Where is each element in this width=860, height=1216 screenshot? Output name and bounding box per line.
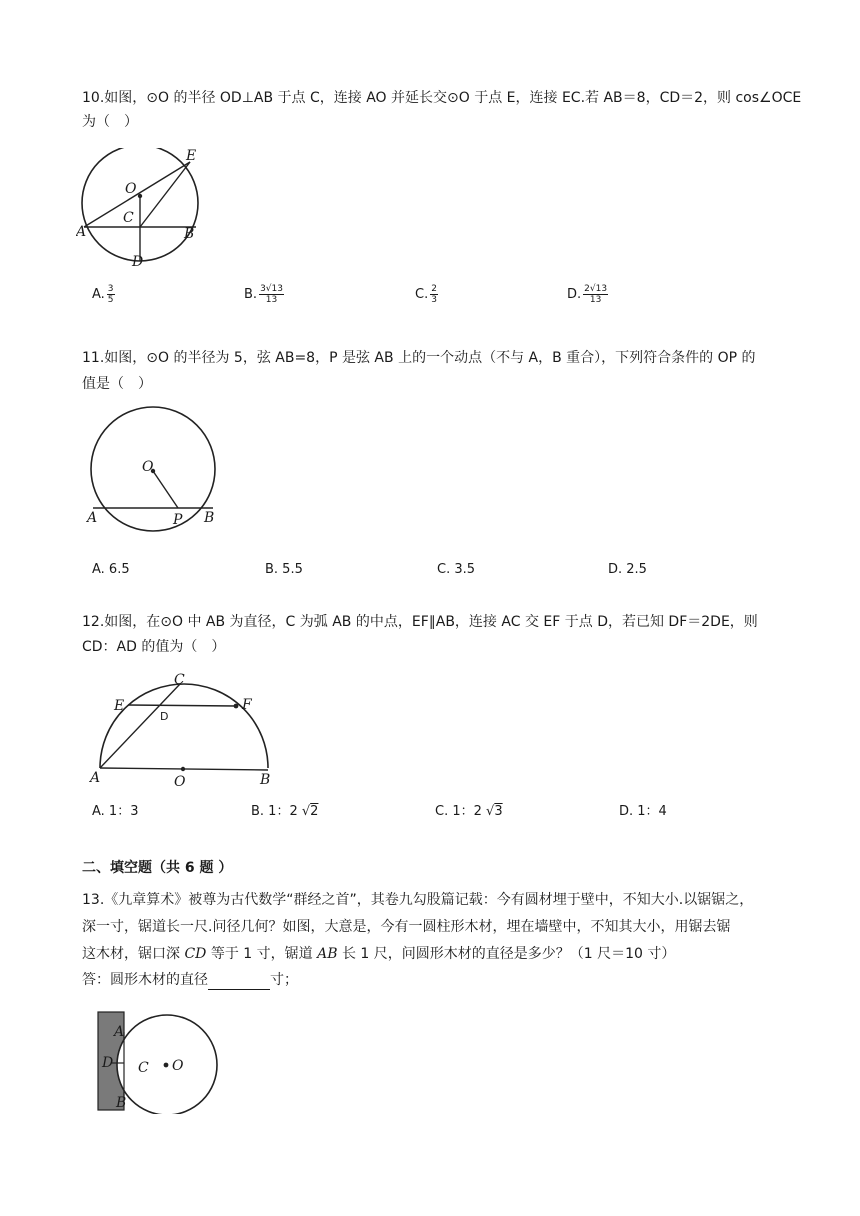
q13-answer-blank[interactable]	[208, 975, 270, 990]
q11-option-c[interactable]: C. 3.5	[437, 562, 476, 577]
q13-answer-line	[82, 970, 298, 990]
q11-option-a[interactable]: A. 6.5	[92, 562, 130, 577]
q13-figure	[96, 1010, 226, 1114]
q12-point-f-dot	[234, 704, 239, 709]
q10-option-d[interactable]	[567, 284, 608, 305]
q12-chord-ef	[128, 705, 236, 706]
q11-option-b[interactable]: B. 5.5	[265, 562, 303, 577]
q10-option-c-frac	[430, 284, 438, 305]
q10-option-b-num: 3√13	[260, 284, 283, 294]
q13-answer-prefix: 答：圆形木材的直径	[82, 972, 208, 988]
q12-stem-line2: CD：AD 的值为（ ）	[82, 639, 226, 655]
q12-label-b: B	[260, 772, 271, 788]
q12-label-d: D	[160, 710, 169, 723]
q12-option-b-radicand: 2	[310, 804, 319, 819]
q10-label-d: D	[132, 254, 144, 270]
q11-segment-op	[153, 471, 178, 508]
q12-label-e: E	[114, 698, 125, 714]
q12-option-c[interactable]	[435, 802, 503, 822]
q12-option-d[interactable]: D. 1：4	[619, 804, 667, 819]
q13-label-a: A	[114, 1024, 125, 1040]
q13-line3-part-c: 长 1 尺，问圆形木材的直径是多少？（1 尺＝10 寸）	[337, 946, 676, 962]
q11-label-o: O	[142, 459, 154, 475]
q12-label-f: F	[242, 697, 252, 713]
q12-option-c-prefix: C. 1：2	[435, 804, 487, 819]
q12-label-a: A	[90, 770, 101, 786]
q10-label-o: O	[125, 181, 137, 197]
q12-option-c-sqrt-sign: √	[486, 804, 495, 819]
q11-stem-line1: 11.如图，⊙O 的半径为 5，弦 AB=8，P 是弦 AB 上的一个动点（不与 A，B 重合），下列符合条件的 OP 的	[82, 350, 756, 366]
q12-option-b-sqrt-sign: √	[301, 804, 311, 819]
q10-option-c-num: 2	[431, 284, 437, 294]
q10-option-a-prefix: A.	[92, 287, 105, 302]
q11-figure	[82, 402, 232, 542]
q13-answer-suffix: 寸；	[270, 972, 298, 988]
q10-option-d-den: 13	[589, 295, 602, 305]
q10-center-dot	[138, 194, 142, 198]
q10-segment-ec	[140, 162, 190, 227]
q10-option-a[interactable]	[92, 284, 115, 305]
q10-option-b-prefix: B.	[244, 287, 258, 302]
q12-option-b[interactable]	[251, 802, 318, 822]
q13-stem-line3	[82, 944, 675, 964]
q10-option-c-prefix: C.	[415, 287, 429, 302]
q13-line3-part-b: 等于 1 寸，锯道	[206, 946, 318, 962]
q13-label-c: C	[138, 1060, 149, 1076]
q10-option-d-frac	[583, 284, 608, 305]
q12-option-c-radicand: 3	[494, 804, 503, 819]
q11-label-a: A	[87, 510, 98, 526]
q13-line3-ab: AB	[317, 946, 338, 962]
q10-option-a-num: 3	[107, 284, 114, 294]
q12-figure	[86, 670, 282, 792]
q13-label-b: B	[116, 1095, 127, 1111]
q10-label-e: E	[186, 148, 197, 164]
q13-line3-cd: CD	[184, 946, 207, 962]
q11-label-b: B	[204, 510, 215, 526]
q10-label-a: A	[76, 224, 87, 240]
q10-option-b[interactable]	[244, 284, 284, 305]
q10-option-d-prefix: D.	[567, 287, 582, 302]
q10-option-a-den: 5	[107, 295, 114, 305]
q12-option-a[interactable]: A. 1：3	[92, 804, 139, 819]
q12-option-b-prefix: B. 1：2	[251, 804, 302, 819]
q10-option-b-frac	[259, 284, 284, 305]
q12-center-dot	[181, 767, 185, 771]
q11-option-d[interactable]: D. 2.5	[608, 562, 647, 577]
q13-label-o: O	[172, 1058, 184, 1074]
q13-stem-line2: 深一寸，锯道长一尺.问径几何？如图，大意是，今有一圆柱形木材，埋在墙壁中，不知其大小，用锯去锯	[82, 919, 731, 935]
q10-option-c[interactable]	[415, 284, 438, 305]
q12-label-o: O	[174, 774, 186, 790]
q10-figure	[76, 148, 236, 270]
section-2-title: 二、填空题（共 6 题 ）	[82, 860, 233, 876]
q12-label-c: C	[174, 672, 185, 688]
q11-stem-line2: 值是（ ）	[82, 376, 152, 392]
q10-label-b: B	[184, 226, 195, 242]
q10-stem-line2: 为（ ）	[82, 114, 138, 130]
q12-stem-line1: 12.如图，在⊙O 中 AB 为直径，C 为弧 AB 的中点，EF∥AB，连接 AC 交 EF 于点 D，若已知 DF＝2DE，则	[82, 614, 758, 630]
q10-option-d-num: 2√13	[584, 284, 608, 294]
q10-label-c: C	[123, 210, 134, 226]
q13-stem-line1: 13.《九章算术》被尊为古代数学“群经之首”，其卷九勾股篇记载：今有圆材埋于壁中，不知大小.以锯锯之，	[82, 892, 754, 908]
q10-option-a-frac	[107, 284, 115, 305]
q13-line3-part-a: 这木材，锯口深	[82, 946, 185, 962]
q10-diameter-ae	[84, 162, 190, 227]
q13-center-dot	[164, 1063, 169, 1068]
q13-label-d: D	[102, 1055, 114, 1071]
q10-option-c-den: 3	[431, 295, 437, 305]
q10-option-b-den: 13	[265, 295, 278, 305]
q10-stem-line1: 10.如图，⊙O 的半径 OD⊥AB 于点 C，连接 AO 并延长交⊙O 于点 E，连接 EC.若 AB＝8，CD＝2，则 cos∠OCE	[82, 90, 802, 106]
q11-label-p: P	[173, 512, 183, 528]
